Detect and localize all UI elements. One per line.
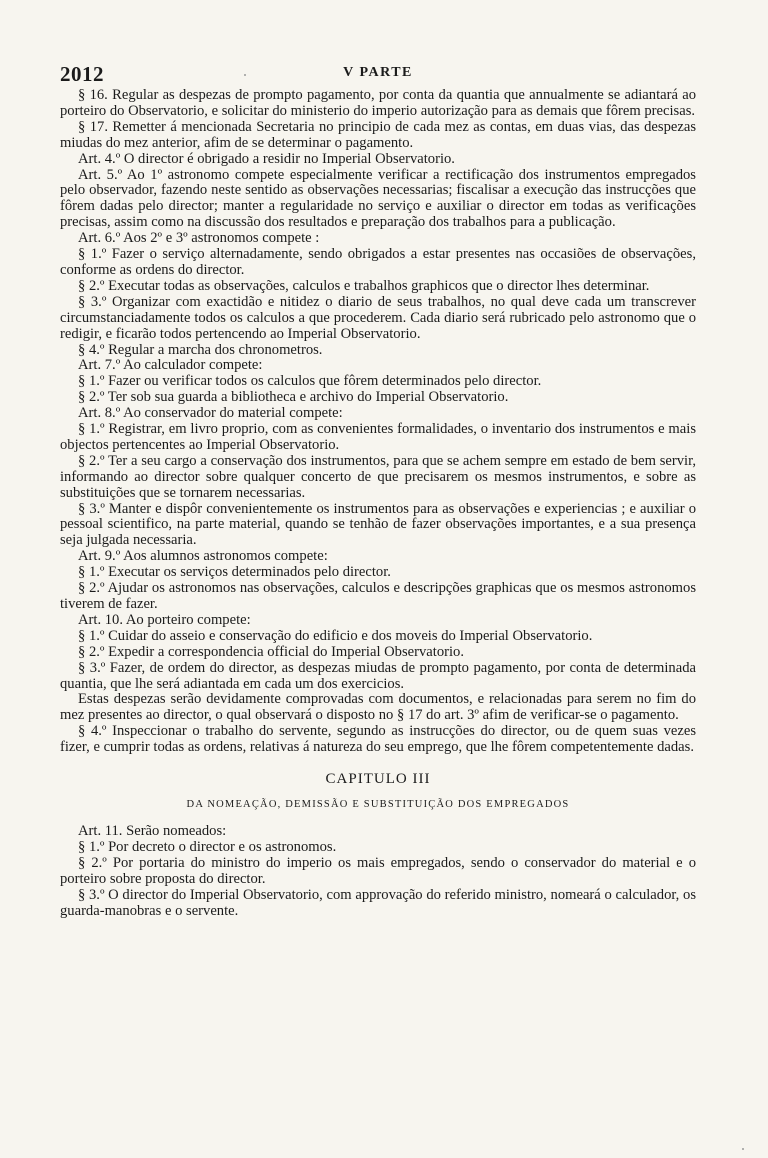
paragraph: § 2.º Expedir a correspondencia official do Imperial Observatorio.	[78, 643, 464, 660]
paragraph: Art. 8.º Ao conservador do material compete:	[78, 405, 343, 422]
paragraph: § 2.º Ter a seu cargo a conservação dos instrumentos, para que se achem sempre em estado de bem servir, informando ao director sobre qualquer concerto de que precisarem os mesmos instrumentos, e sobre as substituições que se tornarem necessarias.	[60, 452, 696, 501]
paragraph: § 1.º Por decreto o director e os astronomos.	[78, 838, 337, 855]
paragraph: Art. 4.º O director é obrigado a residir no Imperial Observatorio.	[78, 150, 455, 167]
paragraph: Art. 6.º Aos 2º e 3º astronomos compete :	[78, 230, 320, 247]
paragraph: Art. 11. Serão nomeados:	[78, 823, 227, 840]
paragraph: Estas despezas serão devidamente comprovadas com documentos, e relacionadas para serem no fim do mez presentes ao director, o qual observará o disposto no § 17 do art. 3º afim de verificar-se o pagamento.	[60, 691, 696, 724]
paragraph: § 4.º Regular a marcha dos chronometros.	[78, 341, 323, 358]
paragraph: § 1.º Executar os serviços determinados pelo director.	[78, 564, 391, 581]
section-title: V PARTE	[343, 65, 413, 80]
paragraph: § 3.º Fazer, de ordem do director, as despezas miudas de prompto pagamento, por conta de determinada quantia, que lhe será adiantada em cada um dos exercicios.	[60, 659, 696, 692]
paragraph: § 1.º Fazer o serviço alternadamente, sendo obrigados a estar presentes nas occasiões de observações, conforme as ordens do director.	[60, 246, 696, 278]
body-text	[60, 88, 696, 920]
paragraph: § 3.º Organizar com exactidão e nitidez o diario de seus trabalhos, no qual deve cada um transcrever circumstanciadamente todos os calculos a que procederem. Cada diario será rubricado pelo astronomo que o redigir, e ficarão todos pertencendo ao Imperial Observatorio.	[60, 293, 696, 342]
scan-speck	[244, 74, 246, 76]
paragraph: § 16. Regular as despezas de prompto pagamento, por conta da quantia que annualmente se adiantará ao porteiro do Observatorio, e solicitar do ministerio do imperio autorização para as demais que fôrem precisas.	[60, 87, 696, 119]
paragraph: § 2.º Por portaria do ministro do imperio os mais empregados, sendo o conservador do material e o porteiro sobre proposta do director.	[60, 854, 696, 887]
paragraph: Art. 5.º Ao 1º astronomo compete especialmente verificar a rectificação dos instrumentos empregados pelo observador, fazendo neste sentido as observações necessarias; fiscalisar a execução das instrucções que fôrem dadas pelo director; manter a regularidade no serviço e auxiliar o director em todas as verificações precisas, assim como na discussão dos resultados e preparação dos trabalhos para a publicação.	[60, 166, 696, 231]
page-header	[60, 56, 696, 86]
paragraph: § 1.º Registrar, em livro proprio, com as convenientes formalidades, o inventario dos instrumentos e mais objectos pertencentes ao Imperial Observatorio.	[60, 421, 696, 453]
paragraph: § 3.º Manter e dispôr convenientemente os instrumentos para as observações e experiencias ; e auxiliar o pessoal scientifico, na parte material, quando se tenhão de fazer observações importantes, e a sua presença seja julgada necessaria.	[60, 500, 696, 549]
chapter-subtitle: DA NOMEAÇÃO, DEMISSÃO E SUBSTITUIÇÃO DOS EMPREGADOS	[186, 799, 570, 811]
paragraph: § 3.º O director do Imperial Observatorio, com approvação do referido ministro, nomeará o calculador, os guarda-manobras e o servente.	[60, 886, 696, 919]
page-number: 2012	[60, 62, 104, 86]
paragraph: Art. 10. Ao porteiro compete:	[78, 611, 251, 628]
paragraph: § 2.º Ajudar os astronomos nas observações, calculos e descripções graphicas que os mesmos astronomos tiverem de fazer.	[60, 580, 696, 612]
paragraph: § 1.º Fazer ou verificar todos os calculos que fôrem determinados pelo director.	[78, 373, 542, 390]
chapter-title: CAPITULO III	[325, 771, 431, 788]
paragraph: § 2.º Executar todas as observações, calculos e trabalhos graphicos que o director lhes determinar.	[78, 277, 650, 294]
paragraph: § 17. Remetter á mencionada Secretaria no principio de cada mez as contas, em duas vias, das despezas miudas do mez anterior, afim de se determinar o pagamento.	[60, 118, 696, 151]
paragraph: § 4.º Inspeccionar o trabalho do servente, segundo as instrucções do director, ou de quem suas vezes fizer, e cumprir todas as ordens, relativas á natureza do seu emprego, que lhe fôrem competentemente dadas.	[60, 723, 696, 756]
scan-speck	[742, 1148, 744, 1150]
paragraph: Art. 7.º Ao calculador compete:	[78, 357, 263, 374]
paragraph: Art. 9.º Aos alumnos astronomos compete:	[78, 548, 328, 565]
paragraph: § 2.º Ter sob sua guarda a bibliotheca e archivo do Imperial Observatorio.	[78, 389, 509, 406]
paragraph: § 1.º Cuidar do asseio e conservação do edificio e dos moveis do Imperial Observatorio.	[78, 627, 593, 644]
